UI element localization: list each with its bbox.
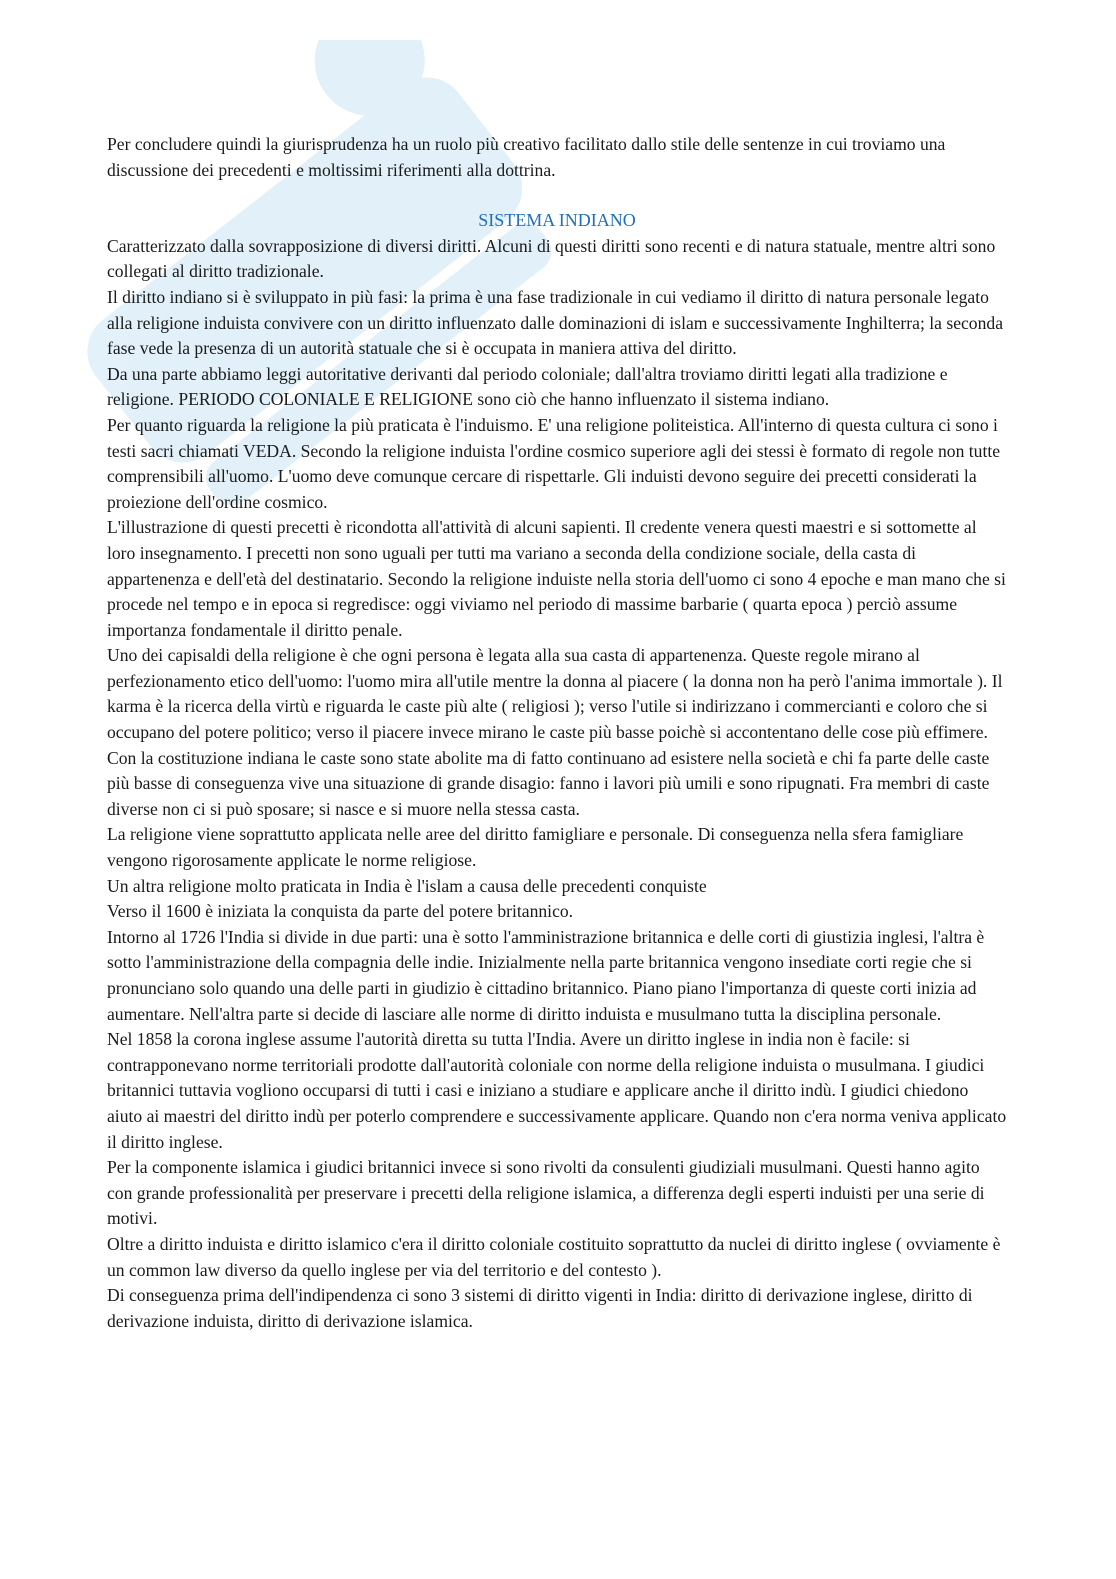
- paragraph: Di conseguenza prima dell'indipendenza ci sono 3 sistemi di diritto vigenti in India: diritto di derivazione inglese, diritto di derivazione induista, diritto di derivazione islamica.: [107, 1285, 973, 1331]
- paragraph: Verso il 1600 è iniziata la conquista da parte del potere britannico.: [107, 901, 574, 922]
- paragraph: Nel 1858 la corona inglese assume l'autorità diretta su tutta l'India. Avere un diritto inglese in india non è facile: si contrapponevano norme territoriali prodotte dall'autorità coloniale con norme della religione induista o musulmana. I giudici britannici tuttavia vogliono occuparsi di tutti i casi e iniziano a studiare e applicare anche il diritto indù. I giudici chiedono aiuto ai maestri del diritto indù per poterlo comprendere e successivamente applicare. Quando non c'era norma veniva applicato il diritto inglese.: [107, 1029, 1007, 1152]
- paragraph: Un altra religione molto praticata in India è l'islam a causa delle precedenti conquiste: [107, 875, 707, 896]
- paragraph: Per quanto riguarda la religione la più praticata è l'induismo. E' una religione politeistica. All'interno di questa cultura ci sono i testi sacri chiamati VEDA. Secondo la religione induista l'ordine cosmico superiore agli dei stessi è formato di regole non tutte comprensibili all'uomo. L'uomo deve comunque cercare di rispettarle. Gli induisti devono seguire dei precetti considerati la proiezione dell'ordine cosmico.: [107, 414, 1001, 512]
- paragraph: Il diritto indiano si è sviluppato in più fasi: la prima è una fase tradizionale in cui vediamo il diritto di natura personale legato alla religione induista convivere con un diritto influenzato dalle dominazioni di islam e successivamente Inghilterra; la seconda fase vede la presenza di un autorità statuale che si è occupata in maniera attiva del diritto.: [107, 286, 1004, 359]
- paragraph: Oltre a diritto induista e diritto islamico c'era il diritto coloniale costituito soprattutto da nuclei di diritto inglese ( ovviamente è un common law diverso da quello inglese per via del territorio e del contesto ).: [107, 1233, 1001, 1280]
- intro-paragraph: Per concludere quindi la giurisprudenza ha un ruolo più creativo facilitato dallo stile delle sentenze in cui troviamo una discussione dei precedenti e moltissimi riferimenti alla dottrina.: [107, 134, 946, 180]
- paragraph: L'illustrazione di questi precetti è ricondotta all'attività di alcuni sapienti. Il credente venera questi maestri e si sottomette al loro insegnamento. I precetti non sono uguali per tutti ma variano a seconda della condizione sociale, della casta di appartenenza e dell'età del destinatario. Secondo la religione induiste nella storia dell'uomo ci sono 4 epoche e man mano che si procede nel tempo e in epoca si regredisce: oggi viviamo nel periodo di massime barbarie ( quarta epoca ) perciò assume importanza fondamentale il diritto penale.: [107, 517, 1006, 640]
- paragraph: Per la componente islamica i giudici britannici invece si sono rivolti da consulenti giudiziali musulmani. Questi hanno agito con grande professionalità per preservare i precetti della religione islamica, a differenza degli esperti induisti per una serie di motivi.: [107, 1157, 985, 1229]
- document-page: [107, 132, 1007, 1334]
- paragraph: Caratterizzato dalla sovrapposizione di diversi diritti. Alcuni di questi diritti sono recenti e di natura statuale, mentre altri sono collegati al diritto tradizionale.: [107, 235, 996, 282]
- paragraph: Uno dei capisaldi della religione è che ogni persona è legata alla sua casta di appartenenza. Queste regole mirano al perfezionamento etico dell'uomo: l'uomo mira all'utile mentre la donna al piacere ( la donna non ha però l'anima immortale ). Il karma è la ricerca della virtù e riguarda le caste più alte ( religiosi ); verso l'utile si indirizzano i commercianti e coloro che si occupano del potere politico; verso il piacere invece mirano le caste più basse poichè si accontentano delle cose più effimere.: [107, 645, 1003, 743]
- paragraph: Intorno al 1726 l'India si divide in due parti: una è sotto l'amministrazione britannica e delle corti di giustizia inglesi, l'altra è sotto l'amministrazione della compagnia delle indie. Inizialmente nella parte britannica vengono insediate corti regie che si pronunciano solo quando una delle parti in giudizio è cittadino britannico. Piano piano l'importanza di queste corti inizia ad aumentare. Nell'altra parte si decide di lasciare alle norme di diritto induista e musulmano tutta la disciplina personale.: [107, 926, 985, 1024]
- section-heading: SISTEMA INDIANO: [478, 210, 636, 231]
- paragraph: La religione viene soprattutto applicata nelle aree del diritto famigliare e personale. Di conseguenza nella sfera famigliare vengono rigorosamente applicate le norme religiose.: [107, 824, 964, 871]
- paragraph: Da una parte abbiamo leggi autoritative derivanti dal periodo coloniale; dall'altra troviamo diritti legati alla tradizione e religione. PERIODO COLONIALE E RELIGIONE sono ciò che hanno influenzato il sistema indiano.: [107, 363, 948, 410]
- paragraph: Con la costituzione indiana le caste sono state abolite ma di fatto continuano ad esistere nella società e chi fa parte delle caste più basse di conseguenza vive una situazione di grande disagio: fanno i lavori più umili e sono ripugnati. Fra membri di caste diverse non ci si può sposare; si nasce e si muore nella stessa casta.: [107, 747, 990, 819]
